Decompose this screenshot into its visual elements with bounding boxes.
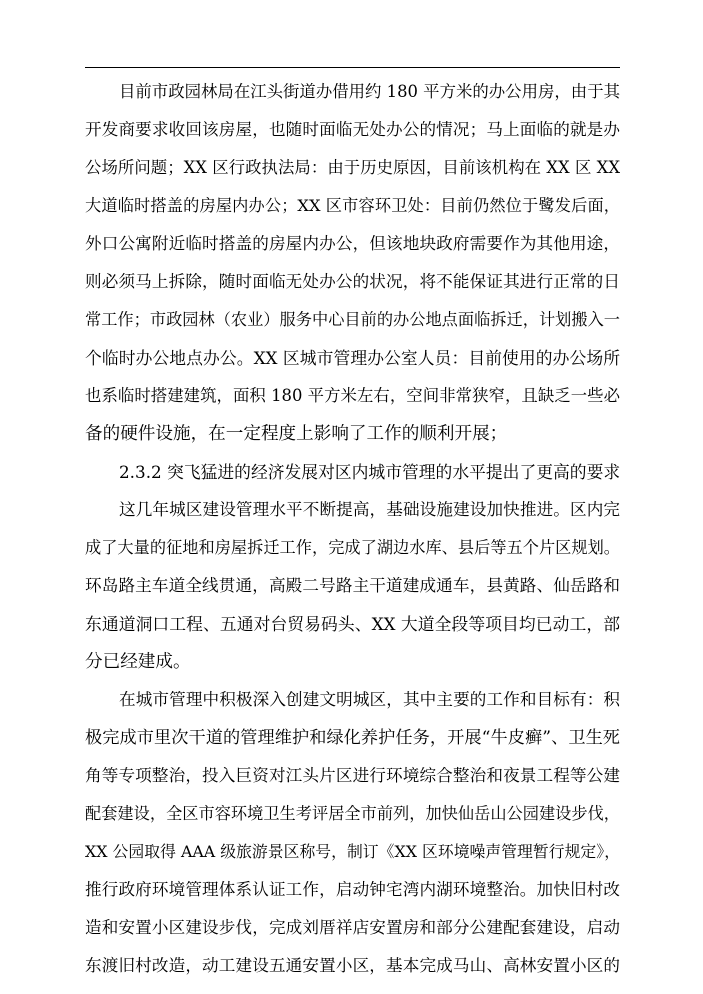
header-rule xyxy=(85,67,620,68)
text-line: 在城市管理中积极深入创建文明城区，其中主要的工作和目标有：积 xyxy=(119,690,620,709)
text-line: 东渡旧村改造，动工建设五通安置小区，基本完成马山、高林安置小区的 xyxy=(85,956,620,975)
text-line: XX 公园取得 AAA 级旅游景区称号，制订《XX 区环境噪声管理暂行规定》， xyxy=(85,842,620,861)
text-line: 常工作；市政园林（农业）服务中心目前的办公地点面临拆迁，计划搬入一 xyxy=(85,310,620,329)
text-line: 也系临时搭建建筑，面积 180 平方米左右，空间非常狭窄，且缺乏一些必 xyxy=(85,386,620,405)
text-line: 外口公寓附近临时搭盖的房屋内办公，但该地块政府需要作为其他用途， xyxy=(85,234,620,253)
text-line: 公场所问题；XX 区行政执法局：由于历史原因，目前该机构在 XX 区 XX xyxy=(85,158,620,177)
text-line: 个临时办公地点办公。XX 区城市管理办公室人员：目前使用的办公场所 xyxy=(85,348,620,368)
text-line: 这几年城区建设管理水平不断提高，基础设施建设加快推进。区内完 xyxy=(119,500,620,519)
text-line: 备的硬件设施，在一定程度上影响了工作的顺利开展； xyxy=(85,424,508,444)
text-line: 开发商要求收回该房屋，也随时面临无处办公的情况；马上面临的就是办 xyxy=(85,120,620,139)
text-line: 成了大量的征地和房屋拆迁工作，完成了湖边水库、县后等五个片区规划。 xyxy=(85,538,620,557)
text-line: 极完成市里次干道的管理维护和绿化养护任务，开展“牛皮癣”、卫生死 xyxy=(85,728,620,748)
text-line: 分已经建成。 xyxy=(85,652,191,672)
text-line: 推行政府环境管理体系认证工作，启动钟宅湾内湖环境整治。加快旧村改 xyxy=(85,880,620,899)
text-line: 大道临时搭盖的房屋内办公；XX 区市容环卫处：目前仍然位于鹭发后面， xyxy=(85,196,620,215)
text-line: 造和安置小区建设步伐，完成刘厝祥店安置房和部分公建配套建设，启动 xyxy=(85,918,620,937)
text-line: 配套建设，全区市容环境卫生考评居全市前列，加快仙岳山公园建设步伐， xyxy=(85,804,620,823)
text-line: 东通道洞口工程、五通对台贸易码头、XX 大道全段等项目均已动工，部 xyxy=(85,614,620,634)
text-line: 环岛路主车道全线贯通，高殿二号路主干道建成通车，县黄路、仙岳路和 xyxy=(85,576,620,595)
text-line: 目前市政园林局在江头街道办借用约 180 平方米的办公用房，由于其 xyxy=(119,82,620,101)
section-heading: 2.3.2 突飞猛进的经济发展对区内城市管理的水平提出了更高的要求 xyxy=(119,462,621,482)
text-line: 角等专项整治，投入巨资对江头片区进行环境综合整治和夜景工程等公建 xyxy=(85,766,620,785)
text-line: 则必须马上拆除，随时面临无处办公的状况，将不能保证其进行正常的日 xyxy=(85,272,620,291)
